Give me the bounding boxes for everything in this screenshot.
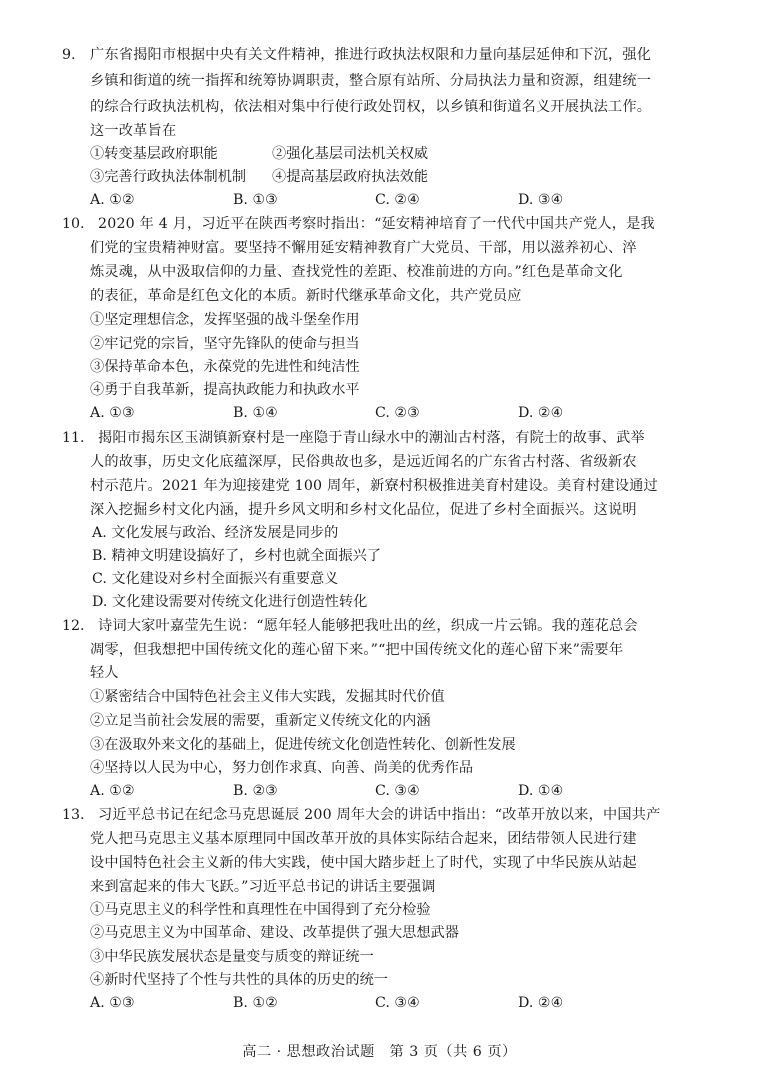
question-stem-line: 凋零，但我想把中国传统文化的莲心留下来。”“把中国传统文化的莲心留下来”需要年 — [90, 642, 624, 658]
statement-item: ③完善行政执法体制机制 — [90, 169, 247, 185]
choice-c[interactable]: C. ②④ — [375, 192, 420, 208]
statement-item: ④勇于自我革新，提高执政能力和执政水平 — [90, 382, 360, 398]
question-stem-line: 的综合行政执法机构，依法相对集中行使行政处罚权，以乡镇和街道名义开展执法工作。 — [90, 99, 652, 115]
statement-item: ①紧密结合中国特色社会主义伟大实践，发掘其时代价值 — [90, 689, 445, 705]
choice-d[interactable]: D. ②④ — [518, 405, 564, 421]
question-stem-line: 乡镇和街道的统一指挥和统筹协调职责，整合原有站所、分局执法力量和资源，组建统一 — [90, 73, 652, 89]
choice-c[interactable]: C. 文化建设对乡村全面振兴有重要意义 — [92, 571, 339, 587]
choice-d[interactable]: D. ②④ — [518, 995, 564, 1011]
choice-a[interactable]: A. ①② — [90, 783, 135, 799]
choice-d[interactable]: D. 文化建设需要对传统文化进行创造性转化 — [92, 594, 368, 610]
question-stem-line: 这一改革旨在 — [90, 123, 177, 139]
question-stem-line: 的表征，革命是红色文化的本质。新时代继承革命文化，共产党员应 — [90, 288, 522, 304]
question-stem-line: 人的故事，历史文化底蕴深厚，民俗典故也多，是远近闻名的广东省古村落、省级新农 — [90, 454, 637, 470]
question-stem-line: 广东省揭阳市根据中央有关文件精神，推进行政执法权限和力量向基层延伸和下沉，强化 — [90, 47, 652, 63]
statement-item: ③保持革命本色，永葆党的先进性和纯洁性 — [90, 359, 360, 375]
question-number: 12. — [62, 618, 85, 634]
statement-item: ④新时代坚持了个性与共性的具体的历史的统一 — [90, 972, 388, 988]
statement-item: ③在汲取外来文化的基础上，促进传统文化创造性转化、创新性发展 — [90, 737, 516, 753]
question-stem-line: 党人把马克思主义基本原理同中国改革开放的具体实际结合起来，团结带领人民进行建 — [90, 831, 637, 847]
question-stem-line: 来到富起来的伟大飞跃。”习近平总书记的讲话主要强调 — [90, 879, 436, 895]
question-stem-line: 2020 年 4 月，习近平在陕西考察时指出：“延安精神培育了一代代中国共产党人，是我 — [98, 216, 655, 232]
statement-item: ④坚持以人民为中心，努力创作求真、向善、尚美的优秀作品 — [90, 760, 474, 776]
statement-item: ①马克思主义的科学性和真理性在中国得到了充分检验 — [90, 902, 431, 918]
statement-item: ①转变基层政府职能 — [90, 146, 218, 162]
statement-item: ②牢记党的宗旨，坚守先锋队的使命与担当 — [90, 336, 360, 352]
question-stem-line: 们党的宝贵精神财富。要坚持不懈用延安精神教育广大党员、干部，用以滋养初心、淬 — [90, 240, 637, 256]
question-stem-line: 诗词大家叶嘉莹先生说：“愿年轻人能够把我吐出的丝，织成一片云锦。我的莲花总会 — [98, 618, 638, 634]
choice-a[interactable]: A. ①③ — [90, 405, 135, 421]
choice-c[interactable]: C. ③④ — [375, 783, 420, 799]
choice-b[interactable]: B. ①④ — [233, 405, 278, 421]
question-stem-line: 村示范片。2021 年为迎接建党 100 周年，新寮村积极推进美育村建设。美育村建设通过 — [90, 478, 658, 494]
question-stem-line: 轻人 — [90, 665, 119, 681]
page-footer: 高二 · 思想政治试题 第 3 页（共 6 页） — [242, 1044, 517, 1060]
question-number: 13. — [62, 807, 85, 823]
choice-c[interactable]: C. ③④ — [375, 995, 420, 1011]
statement-item: ④提高基层政府执法效能 — [272, 169, 429, 185]
choice-b[interactable]: B. 精神文明建设搞好了，乡村也就全面振兴了 — [92, 548, 382, 564]
question-number: 10. — [62, 216, 85, 232]
choice-b[interactable]: B. ①② — [233, 995, 278, 1011]
question-stem-line: 深入挖掘乡村文化内涵，提升乡风文明和乡村文化品位，促进了乡村全面振兴。这说明 — [90, 502, 637, 518]
choice-c[interactable]: C. ②③ — [375, 405, 420, 421]
statement-item: ②马克思主义为中国革命、建设、改革提供了强大思想武器 — [90, 925, 459, 941]
statement-item: ②立足当前社会发展的需要，重新定义传统文化的内涵 — [90, 713, 431, 729]
choice-a[interactable]: A. 文化发展与政治、经济发展是同步的 — [92, 525, 339, 541]
statement-item: ③中华民族发展状态是量变与质变的辩证统一 — [90, 949, 374, 965]
choice-a[interactable]: A. ①② — [90, 192, 135, 208]
question-stem-line: 炼灵魂，从中汲取信仰的力量、查找党性的差距、校准前进的方向。”红色是革命文化 — [90, 264, 623, 280]
statement-item: ②强化基层司法机关权威 — [272, 146, 429, 162]
choice-d[interactable]: D. ③④ — [518, 192, 564, 208]
question-number: 11. — [62, 430, 85, 446]
question-number: 9. — [62, 47, 76, 63]
choice-d[interactable]: D. ①④ — [518, 783, 564, 799]
question-stem-line: 习近平总书记在纪念马克思诞辰 200 周年大会的讲话中指出：“改革开放以来，中国共产 — [98, 807, 661, 823]
choice-b[interactable]: B. ②③ — [233, 783, 278, 799]
choice-b[interactable]: B. ①③ — [233, 192, 278, 208]
statement-item: ①坚定理想信念，发挥坚强的战斗堡垒作用 — [90, 312, 360, 328]
choice-a[interactable]: A. ①③ — [90, 995, 135, 1011]
question-stem-line: 设中国特色社会主义新的伟大实践，使中国大踏步赶上了时代，实现了中华民族从站起 — [90, 855, 637, 871]
question-stem-line: 揭阳市揭东区玉湖镇新寮村是一座隐于青山绿水中的潮汕古村落，有院士的故事、武举 — [98, 430, 645, 446]
